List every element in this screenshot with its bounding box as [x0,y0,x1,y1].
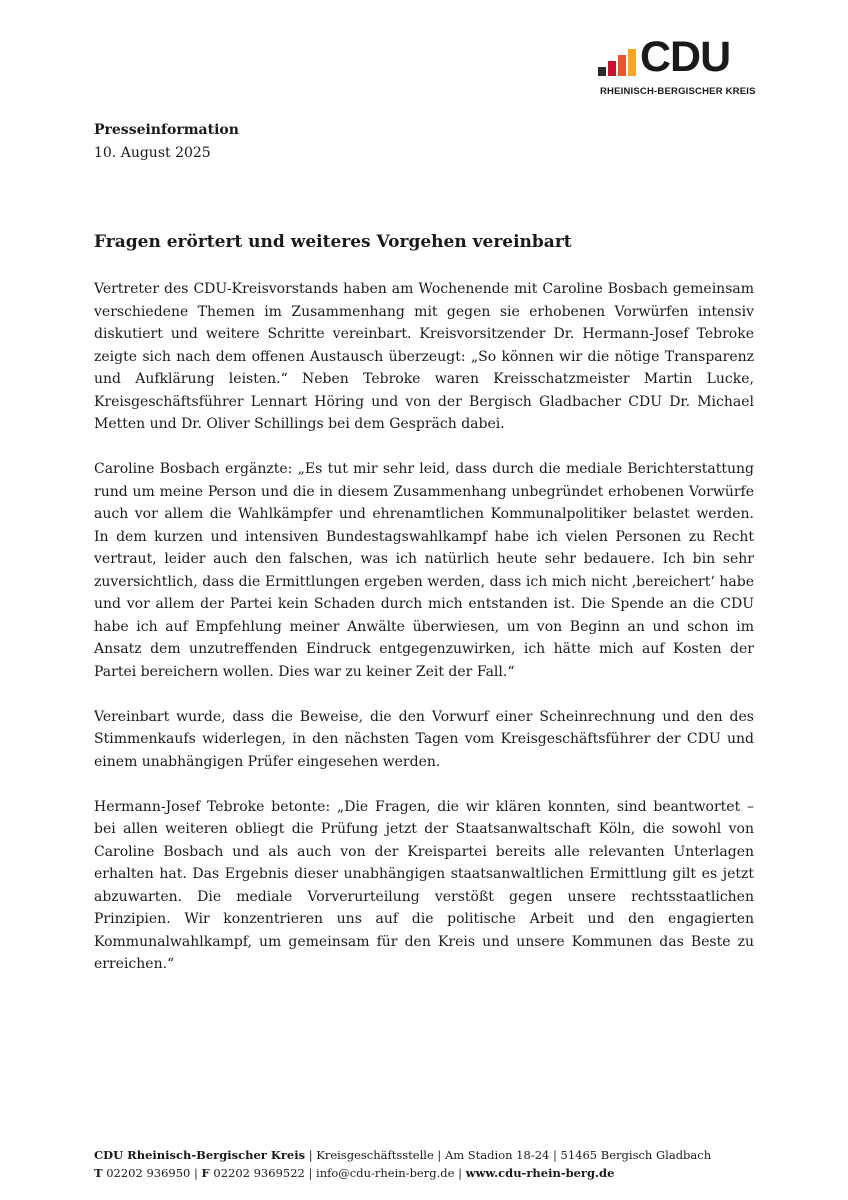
footer-separator: | [454,1166,466,1180]
paragraph: Caroline Bosbach ergänzte: „Es tut mir sehr leid, dass durch die mediale Berichterstattung rund um meine Person und die in diesem Zusammenhang unbegründet erhobenen Vorwürfe auch vor allem die Wahlkämpfer und ehrenamtlichen Kommunalpolitiker belastet werden. In dem kurzen und intensiven Bundestagswahlkampf habe ich vielen Personen zu Recht vertraut, leider auch den falschen, was ich natürlich heute sehr bedauere. Ich bin sehr zuversichtlich, dass die Ermittlungen ergeben werden, dass ich mich nicht ‚bereichert‘ habe und vor allem der Partei kein Schaden durch mich entstanden ist. Die Spende an die CDU habe ich auf Empfehlung meiner Anwälte überwiesen, um von Beginn an und schon im Ansatz dem unzutreffenden Eindruck entgegenzuwirken, ich hätte mich auf Kosten der Partei bereichern wollen. Dies war zu keiner Zeit der Fall.“ [94,461,754,680]
footer-line-address [94,1146,774,1164]
footer-org: CDU Rheinisch-Bergischer Kreis [94,1148,306,1162]
footer-email-link[interactable]: info@cdu-rhein-berg.de [316,1166,455,1180]
logo-bar [628,49,636,76]
paragraph: Vereinbart wurde, dass die Beweise, die den Vorwurf einer Scheinrechnung und den des Stimmenkaufs widerlegen, in den nächsten Tagen vom Kreisgeschäftsführer der CDU und einem unabhängigen Prüfer eingesehen werden. [94,708,754,770]
footer-office: Kreisgeschäftsstelle [316,1148,434,1162]
footer-separator: | [433,1148,445,1162]
logo-bar [608,61,616,76]
article-body [94,278,754,998]
footer-separator: | [190,1166,202,1180]
logo-bar [598,67,606,76]
footer-street: Am Stadion 18-24 [444,1148,550,1162]
footer-website-link[interactable]: www.cdu-rhein-berg.de [465,1166,615,1180]
press-kicker: Presseinformation [94,122,239,138]
logo-subtitle: RHEINISCH-BERGISCHER KREIS [600,86,756,97]
logo-bar [618,55,626,76]
paragraph: Vertreter des CDU-Kreisvorstands haben am Wochenende mit Caroline Bosbach gemeinsam verschiedene Themen im Zusammenhang mit gegen sie erhobenen Vorwürfen intensiv diskutiert und weitere Schritte vereinbart. Kreisvorsitzender Dr. Hermann-Josef Tebroke zeigte sich nach dem offenen Austausch überzeugt: „So können wir die nötige Transparenz und Aufklärung leisten.“ Neben Tebroke waren Kreisschatzmeister Martin Lucke, Kreisgeschäftsführer Lennart Höring und von der Bergisch Gladbacher CDU Dr. Michael Metten und Dr. Oliver Schillings bei dem Gespräch dabei. [94,281,754,432]
press-date: 10. August 2025 [94,145,211,161]
page-title: Fragen erörtert und weiteres Vorgehen vereinbart [94,232,572,252]
footer-phone: 02202 936950 [102,1166,191,1180]
footer-line-contact [94,1164,774,1182]
footer-separator: | [304,1166,317,1180]
footer-separator: | [549,1148,561,1162]
page-footer [94,1146,774,1182]
paragraph: Hermann-Josef Tebroke betonte: „Die Fragen, die wir klären konnten, sind beantwortet – bei allen weiteren obliegt die Prüfung jetzt der Staatsanwaltschaft Köln, die sowohl von Caroline Bosbach und als auch von der Kreispartei bereits alle relevanten Unterlagen erhalten hat. Das Ergebnis dieser unabhängigen staatsanwaltlichen Ermittlung gilt es jetzt abzuwarten. Die mediale Vorverurteilung verstößt gegen unsere rechtsstaatlichen Prinzipien. Wir konzentrieren uns auf die politische Arbeit und den engagierten Kommunalwahlkampf, um gemeinsam für den Kreis und unsere Kommunen das Beste zu erreichen.“ [94,798,754,972]
footer-city: 51465 Bergisch Gladbach [560,1148,712,1162]
footer-separator: | [305,1148,317,1162]
footer-phone-label: T [94,1166,103,1180]
footer-fax-label: F [201,1166,210,1180]
cdu-logo [598,33,758,102]
logo-bars-icon [598,48,638,76]
logo-wordmark: CDU [640,33,731,81]
footer-fax: 02202 9369522 [209,1166,305,1180]
